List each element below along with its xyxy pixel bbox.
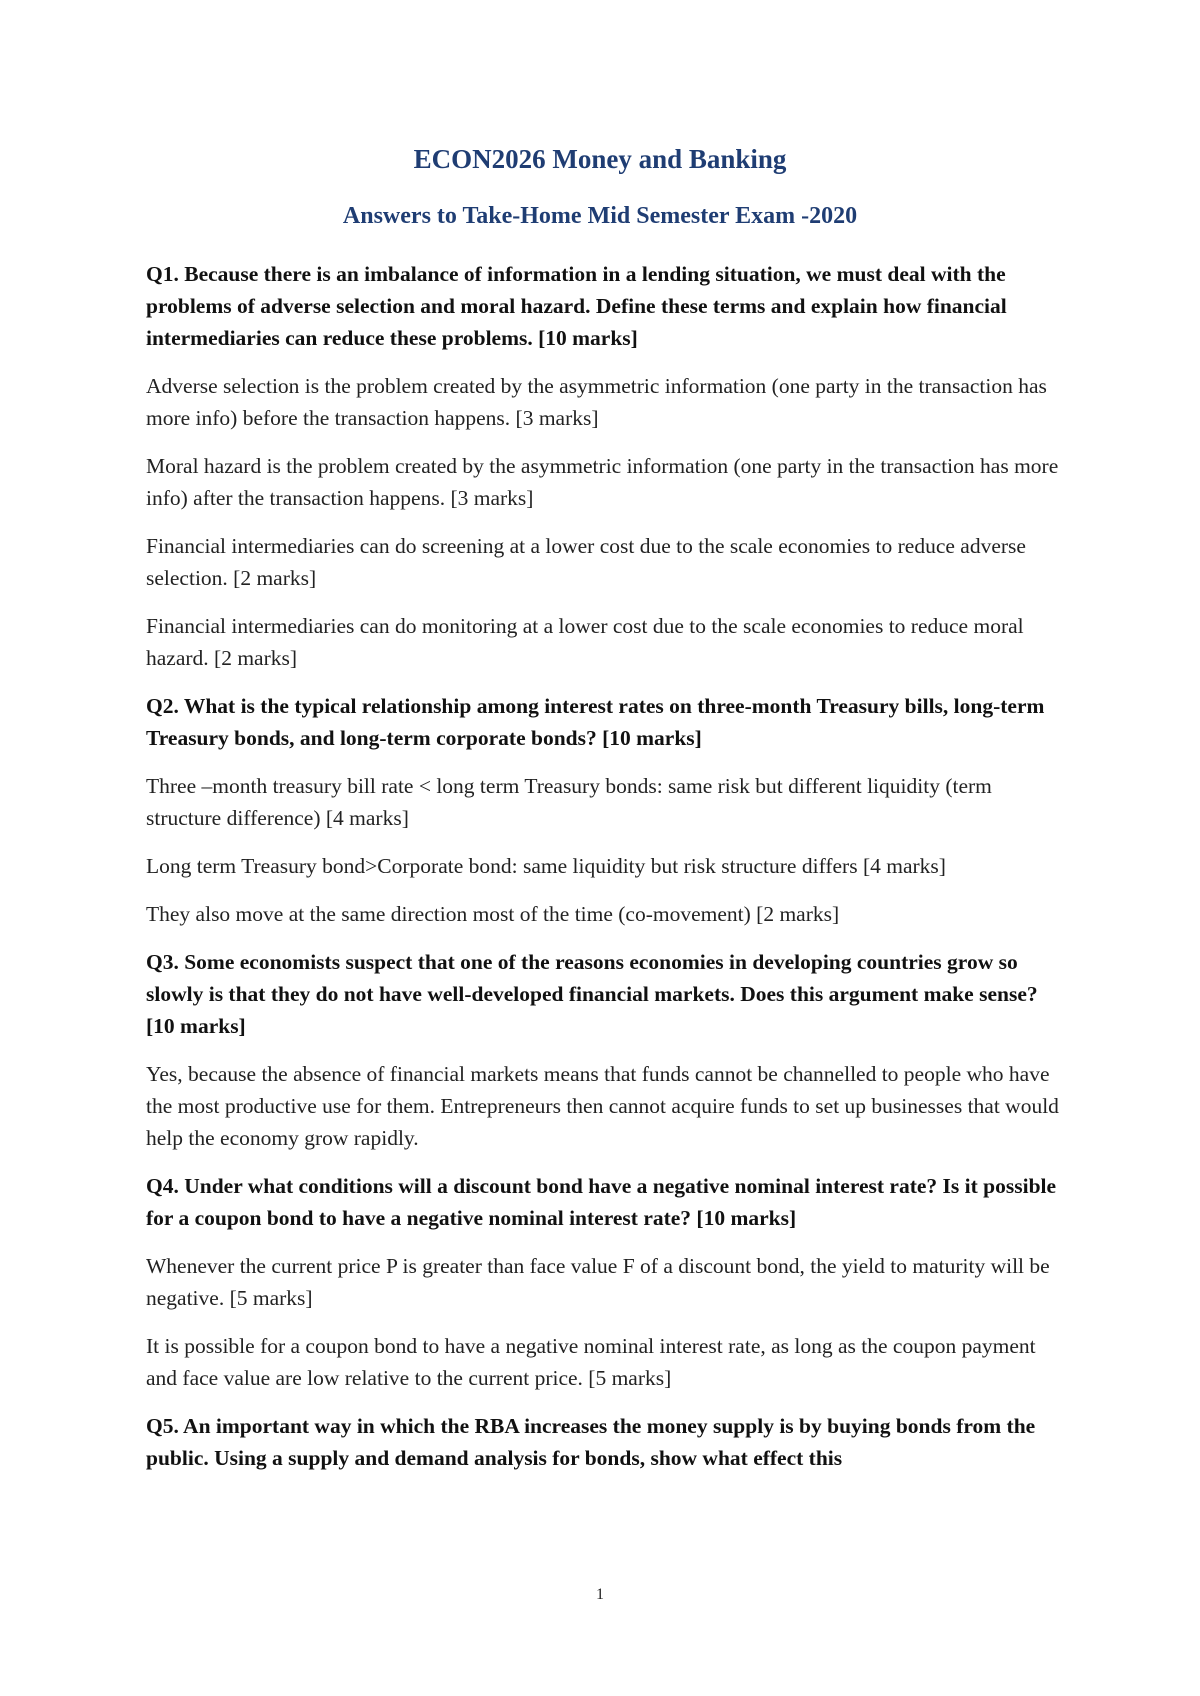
- answer-paragraph: It is possible for a coupon bond to have a negative nominal interest rate, as long as the coupon payment and face value are low relative to the current price. [5 marks]: [146, 1334, 1036, 1390]
- answer-paragraph: Moral hazard is the problem created by the asymmetric information (one party in the transaction has more info) after the transaction happens. [3 marks]: [146, 454, 1059, 510]
- answer-paragraph: Financial intermediaries can do monitoring at a lower cost due to the scale economies to reduce moral hazard. [2 marks]: [146, 614, 1024, 670]
- document-body: [146, 258, 1066, 1490]
- answer-paragraph: They also move at the same direction most of the time (co-movement) [2 marks]: [146, 902, 840, 926]
- question-q4: Q4. Under what conditions will a discount bond have a negative nominal interest rate? Is it possible for a coupon bond to have a negative nominal interest rate? [10 marks]: [146, 1174, 1057, 1230]
- answer-paragraph: Long term Treasury bond>Corporate bond: same liquidity but risk structure differs [4 marks]: [146, 854, 946, 878]
- question-q3: Q3. Some economists suspect that one of the reasons economies in developing countries grow so slowly is that they do not have well-developed financial markets. Does this argument make sense? [10 marks]: [146, 950, 1038, 1038]
- answer-paragraph: Financial intermediaries can do screening at a lower cost due to the scale economies to reduce adverse selection. [2 marks]: [146, 534, 1026, 590]
- question-block-q4: [146, 1170, 1066, 1394]
- answer-paragraph: Whenever the current price P is greater than face value F of a discount bond, the yield to maturity will be negative. [5 marks]: [146, 1254, 1050, 1310]
- question-block-q3: [146, 946, 1066, 1154]
- answer-paragraph: Yes, because the absence of financial markets means that funds cannot be channelled to people who have the most productive use for them. Entrepreneurs then cannot acquire funds to set up businesses that would help the economy grow rapidly.: [146, 1062, 1059, 1150]
- document-subtitle: Answers to Take-Home Mid Semester Exam -2020: [342, 203, 858, 229]
- question-block-q2: [146, 690, 1066, 930]
- answer-paragraph: Adverse selection is the problem created by the asymmetric information (one party in the transaction has more info) before the transaction happens. [3 marks]: [146, 374, 1047, 430]
- answer-paragraph: Three –month treasury bill rate < long term Treasury bonds: same risk but different liquidity (term structure difference) [4 marks]: [146, 774, 992, 830]
- question-block-q5: [146, 1410, 1066, 1474]
- question-q5: Q5. An important way in which the RBA increases the money supply is by buying bonds from the public. Using a supply and demand analysis for bonds, show what effect this: [146, 1414, 1036, 1470]
- question-q1: Q1. Because there is an imbalance of information in a lending situation, we must deal with the problems of adverse selection and moral hazard. Define these terms and explain how financial intermediaries can reduce these problems. [10 marks]: [146, 262, 1007, 350]
- question-q2: Q2. What is the typical relationship among interest rates on three-month Treasury bills, long-term Treasury bonds, and long-term corporate bonds? [10 marks]: [146, 694, 1045, 750]
- question-block-q1: [146, 258, 1066, 674]
- document-title: ECON2026 Money and Banking: [413, 144, 787, 174]
- page-number: 1: [596, 1586, 604, 1603]
